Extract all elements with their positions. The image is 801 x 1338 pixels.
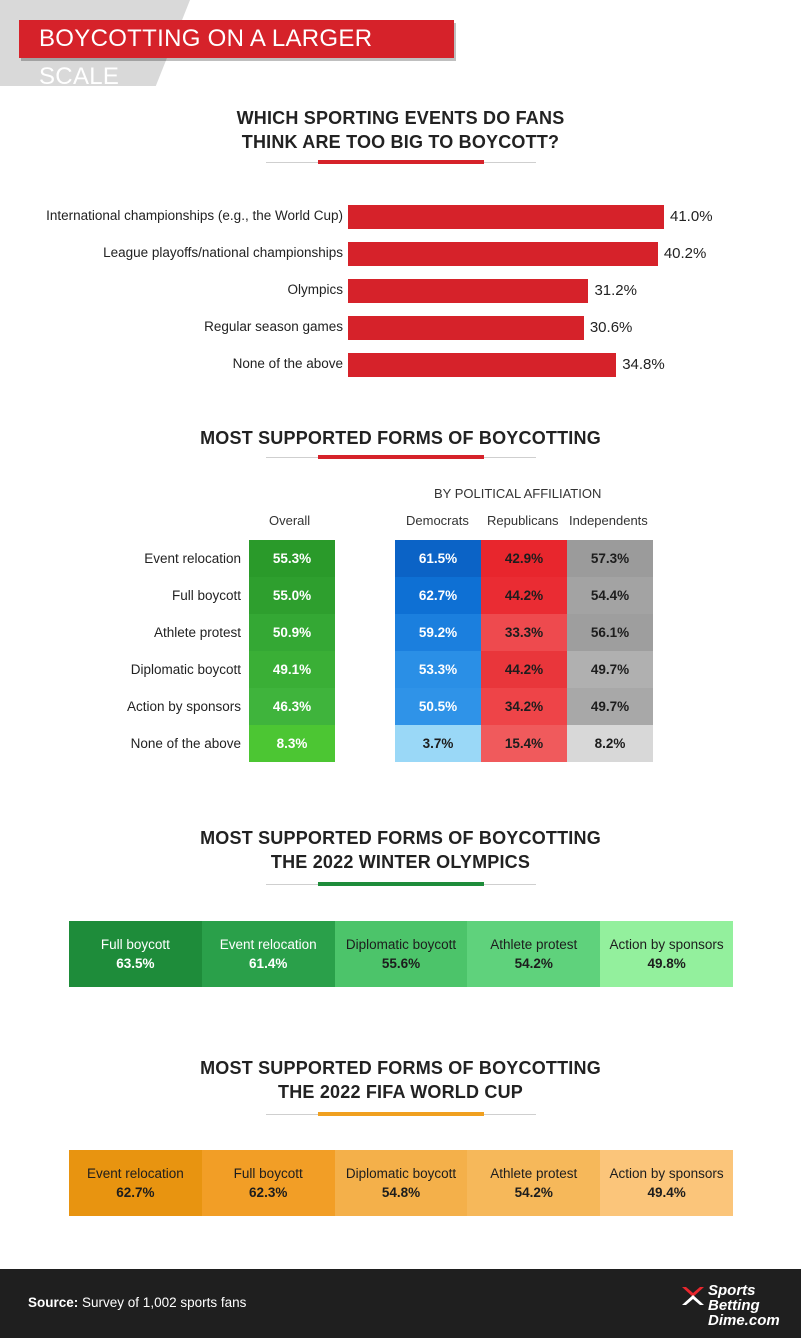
strip-cell xyxy=(467,1150,600,1216)
strip-cell xyxy=(69,1150,202,1216)
strip-cell xyxy=(600,921,733,987)
table-cell-republicans: 33.3% xyxy=(481,614,567,651)
strip-cell-value: 54.2% xyxy=(514,1185,553,1200)
strip-cell-value: 54.8% xyxy=(381,1185,421,1200)
strip-cell-label: Action by sponsors xyxy=(609,1166,724,1181)
bar-label: Regular season games xyxy=(204,319,343,334)
col-democrats: Democrats xyxy=(406,513,469,528)
table-cell-independents: 57.3% xyxy=(567,540,653,577)
table-row-label: Event relocation xyxy=(144,551,241,566)
bar xyxy=(348,205,664,229)
table-cell-overall: 55.0% xyxy=(249,577,335,614)
table-cell-independents: 54.4% xyxy=(567,577,653,614)
strip-cell-value: 55.6% xyxy=(381,956,421,971)
strip-cell-value: 49.4% xyxy=(647,1185,686,1200)
strip-cell xyxy=(69,921,202,987)
strip-cell-value: 54.2% xyxy=(514,956,553,971)
table-cell-overall: 46.3% xyxy=(249,688,335,725)
bar-label: None of the above xyxy=(232,356,343,371)
footer xyxy=(0,1269,801,1338)
strip-cell xyxy=(335,921,468,987)
sportsbettingdime-logo[interactable] xyxy=(680,1281,790,1329)
section3-title-line2: THE 2022 WINTER OLYMPICS xyxy=(270,852,531,872)
strip-cell-label: Action by sponsors xyxy=(609,937,724,952)
table-cell-republicans: 15.4% xyxy=(481,725,567,762)
table-cell-democrats: 3.7% xyxy=(395,725,481,762)
bar-value-label: 41.0% xyxy=(670,208,713,225)
table-cell-independents: 56.1% xyxy=(567,614,653,651)
strip-cell-label: Full boycott xyxy=(233,1166,303,1181)
section1-accent xyxy=(318,160,484,164)
strip-cell xyxy=(600,1150,733,1216)
section1-title-line1: WHICH SPORTING EVENTS DO FANS xyxy=(236,108,565,128)
strip-cell-value: 62.3% xyxy=(249,1185,288,1200)
strip-cell-label: Athlete protest xyxy=(490,937,578,952)
table-row-label: Athlete protest xyxy=(153,625,241,640)
strip-cell-label: Diplomatic boycott xyxy=(345,937,457,952)
source-note xyxy=(28,1295,246,1310)
strip-cell-value: 62.7% xyxy=(116,1185,155,1200)
table-cell-overall: 55.3% xyxy=(249,540,335,577)
section1-title-line2: THINK ARE TOO BIG TO BOYCOTT? xyxy=(241,132,560,152)
section2-accent xyxy=(318,455,484,459)
table-cell-democrats: 50.5% xyxy=(395,688,481,725)
section4-title-line2: THE 2022 FIFA WORLD CUP xyxy=(278,1082,523,1102)
logo-line1: Sports xyxy=(708,1282,756,1299)
source-text: Survey of 1,002 sports fans xyxy=(82,1295,247,1310)
strip-cell xyxy=(202,1150,335,1216)
table-cell-democrats: 59.2% xyxy=(395,614,481,651)
table-row-label: Full boycott xyxy=(171,588,241,603)
table-cell-overall: 8.3% xyxy=(249,725,335,762)
strip-cell-label: Event relocation xyxy=(86,1166,184,1181)
section3-title-line1: MOST SUPPORTED FORMS OF BOYCOTTING xyxy=(200,828,601,848)
table-cell-democrats: 61.5% xyxy=(395,540,481,577)
bar-label: League playoffs/national championships xyxy=(103,245,343,260)
strip-cell-value: 63.5% xyxy=(116,956,155,971)
strip-cell-label: Diplomatic boycott xyxy=(345,1166,457,1181)
olympics-strip xyxy=(69,921,733,987)
strip-cell-label: Full boycott xyxy=(100,937,170,952)
bar-label: International championships (e.g., the World Cup) xyxy=(46,208,343,223)
col-republicans: Republicans xyxy=(487,513,559,528)
worldcup-strip xyxy=(69,1150,733,1216)
bar xyxy=(348,242,658,266)
banner-title: BOYCOTTING ON A LARGER SCALE xyxy=(19,20,454,58)
col-independents: Independents xyxy=(569,513,648,528)
bar xyxy=(348,353,616,377)
section2-title: MOST SUPPORTED FORMS OF BOYCOTTING xyxy=(200,428,601,448)
table-row-label: Action by sponsors xyxy=(126,699,241,714)
logo-line2: Betting xyxy=(708,1297,760,1314)
bar-label: Olympics xyxy=(287,282,343,297)
table-cell-democrats: 53.3% xyxy=(395,651,481,688)
table-cell-overall: 49.1% xyxy=(249,651,335,688)
political-affiliation-label: BY POLITICAL AFFILIATION xyxy=(434,486,602,501)
bar-value-label: 34.8% xyxy=(622,356,665,373)
section3-accent xyxy=(318,882,484,886)
strip-cell xyxy=(202,921,335,987)
section4-accent xyxy=(318,1112,484,1116)
bar-value-label: 31.2% xyxy=(594,282,637,299)
table-cell-democrats: 62.7% xyxy=(395,577,481,614)
table-row-label: None of the above xyxy=(130,736,241,751)
strip-cell xyxy=(467,921,600,987)
strip-cell-value: 49.8% xyxy=(647,956,686,971)
table-cell-independents: 8.2% xyxy=(567,725,653,762)
table-cell-republicans: 44.2% xyxy=(481,651,567,688)
strip-cell-label: Event relocation xyxy=(219,937,317,952)
table-cell-independents: 49.7% xyxy=(567,688,653,725)
bar-value-label: 30.6% xyxy=(589,319,633,336)
bar xyxy=(348,316,584,340)
source-label: Source: xyxy=(28,1295,79,1310)
table-cell-overall: 50.9% xyxy=(249,614,335,651)
strip-cell xyxy=(335,1150,468,1216)
strip-cell-label: Athlete protest xyxy=(490,1166,578,1181)
bar xyxy=(348,279,588,303)
table-cell-independents: 49.7% xyxy=(567,651,653,688)
table-row-label: Diplomatic boycott xyxy=(130,662,241,677)
strip-cell-value: 61.4% xyxy=(249,956,288,971)
bar-value-label: 40.2% xyxy=(663,245,707,262)
section4-title-line1: MOST SUPPORTED FORMS OF BOYCOTTING xyxy=(200,1058,601,1078)
table-cell-republicans: 44.2% xyxy=(481,577,567,614)
logo-mark-icon xyxy=(680,1283,706,1309)
table-cell-republicans: 42.9% xyxy=(481,540,567,577)
table-cell-republicans: 34.2% xyxy=(481,688,567,725)
logo-line3: Dime.com xyxy=(708,1312,780,1329)
col-overall: Overall xyxy=(269,513,311,528)
